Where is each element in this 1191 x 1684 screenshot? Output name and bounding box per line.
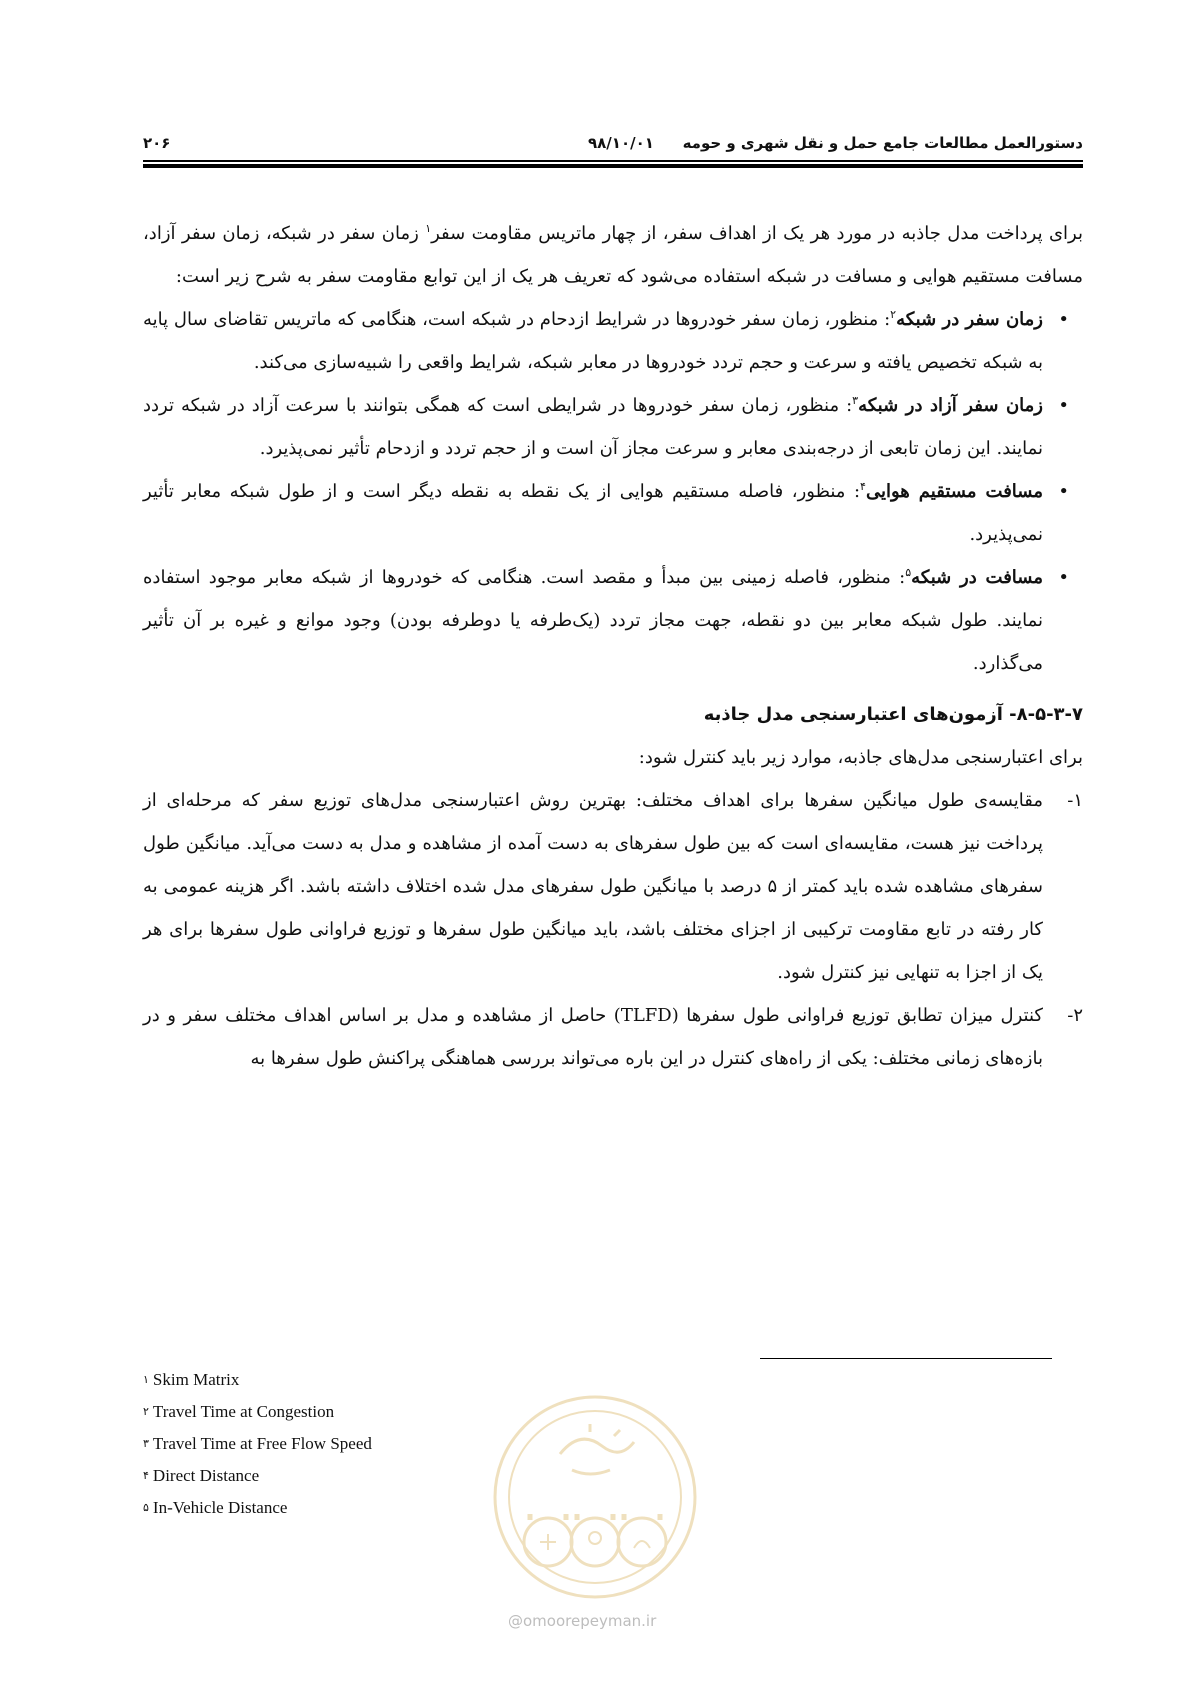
footnote-mark: ۵ — [143, 1502, 149, 1514]
footnote-text: Travel Time at Congestion — [152, 1402, 335, 1421]
page-header — [143, 128, 1083, 158]
footnote-text: Skim Matrix — [152, 1370, 240, 1389]
definition-text: : منظور، زمان سفر خودروها در شرایطی است که همگی بتوانند با سرعت آزاد در شبکه تردد نمایند. این زمان تابعی از درجه‌بندی معابر و سرعت مجاز آن است و از حجم تردد و ازدحام تأثیر نمی‌پذیرد. — [143, 395, 1043, 459]
intro-text-after: زمان سفر در شبکه، زمان سفر آزاد، مسافت مستقیم هوایی و مسافت در شبکه استفاده می‌شود که تعریف هر یک از این توابع مقاومت سفر به شرح زیر است: — [143, 223, 1083, 287]
page-number: ۲۰۶ — [143, 134, 171, 152]
list-item — [143, 470, 1083, 556]
item-text: مقایسه‌ی طول میانگین سفرها برای اهداف مختلف: بهترین روش اعتبارسنجی مدل‌های توزیع سفر که مرحله‌ای از پرداخت نیز هست، مقایسه‌ای است که بین طول سفرهای به دست آمده از مشاهده و مدل به دست می‌آید. میانگین طول سفرهای مشاهده شده باید کمتر از ۵ درصد با میانگین طول سفرهای مدل شده اختلاف داشته باشد. اگر هزینه عمومی به کار رفته در تابع مقاومت ترکیبی از اجزای مختلف باشد، باید میانگین طول سفرها و توزیع فراوانی طول سفرها برای هر یک از اجزا به تنهایی نیز کنترل شود. — [143, 790, 1044, 983]
footnote-ref[interactable]: ۴ — [860, 480, 866, 493]
list-item — [143, 779, 1083, 994]
watermark-logo-icon — [490, 1392, 700, 1602]
header-rule-thick — [143, 164, 1083, 168]
item-number: ۱- — [1067, 790, 1083, 811]
list-item — [143, 298, 1083, 384]
numbered-list — [143, 779, 1083, 1080]
footnote-text: Direct Distance — [152, 1466, 260, 1485]
definition-text: : منظور، فاصله زمینی بین مبدأ و مقصد است. هنگامی که خودروها از شبکه معابر موجود استفاده نمایند. طول شبکه معابر بین دو نقطه، جهت مجاز تردد (یک‌طرفه یا دوطرفه بودن) وجود موانع و غیره بر آن تأثیر می‌گذارد. — [143, 567, 1043, 674]
footnote-ref[interactable]: ۳ — [852, 394, 859, 407]
footnote-text: In-Vehicle Distance — [152, 1498, 288, 1517]
list-item — [143, 384, 1083, 470]
document-date: ۹۸/۱۰/۰۱ — [588, 134, 654, 152]
definition-term: زمان سفر در شبکه — [896, 309, 1043, 330]
section-lead: برای اعتبارسنجی مدل‌های جاذبه، موارد زیر باید کنترل شود: — [638, 747, 1083, 768]
definition-list — [143, 298, 1083, 685]
list-item — [143, 556, 1083, 685]
footnotes — [143, 1364, 372, 1524]
watermark-url: @omoorepeyman.ir — [508, 1612, 657, 1630]
intro-paragraph — [143, 212, 1083, 298]
footnote — [143, 1428, 372, 1460]
definition-term: مسافت مستقیم هوایی — [865, 481, 1043, 502]
footnote-mark: ۴ — [143, 1470, 149, 1482]
footnote-ref[interactable]: ۵ — [905, 566, 912, 579]
item-text: کنترل میزان تطابق توزیع فراوانی طول سفرها (TLFD) حاصل از مشاهده و مدل بر اساس اهداف مختلف سفر و در بازه‌های زمانی مختلف: یکی از راه‌های کنترل در این باره می‌تواند بررسی هماهنگی پراکنش طول سفرها به — [143, 1005, 1043, 1069]
header-rule-thin — [143, 160, 1083, 162]
footnote-mark: ۲ — [143, 1406, 149, 1418]
section-heading: ۸-۵-۳-۷- آزمون‌های اعتبارسنجی مدل جاذبه — [703, 704, 1083, 725]
definition-term: زمان سفر آزاد در شبکه — [858, 395, 1043, 416]
item-number: ۲- — [1067, 1005, 1083, 1026]
list-item — [143, 994, 1083, 1080]
footnote-mark: ۱ — [143, 1374, 149, 1386]
main-content — [143, 212, 1083, 1080]
footnote — [143, 1460, 372, 1492]
footnote-ref[interactable]: ۲ — [890, 308, 897, 321]
definition-text: : منظور، زمان سفر خودروها در شرایط ازدحام در شبکه است، هنگامی که ماتریس تقاضای سال پایه به شبکه تخصیص یافته و سرعت و حجم تردد خودروها در معابر شبکه، شرایط واقعی را شبیه‌سازی می‌کند. — [143, 309, 1043, 373]
footnote-text: Travel Time at Free Flow Speed — [152, 1434, 372, 1453]
definition-term: مسافت در شبکه — [911, 567, 1043, 588]
definition-text: : منظور، فاصله مستقیم هوایی از یک نقطه به نقطه دیگر است و از طول شبکه معابر تأثیر نمی‌پذیرد. — [143, 481, 1043, 545]
footnote — [143, 1364, 372, 1396]
footnote — [143, 1492, 372, 1524]
footnote-mark: ۳ — [143, 1438, 149, 1450]
document-title: دستورالعمل مطالعات جامع حمل و نقل شهری و حومه — [682, 134, 1083, 152]
footnote — [143, 1396, 372, 1428]
footnote-separator — [760, 1358, 1052, 1359]
intro-text-before: برای پرداخت مدل جاذبه در مورد هر یک از اهداف سفر، از چهار ماتریس مقاومت سفر — [431, 223, 1083, 244]
footnote-ref[interactable]: ۱ — [425, 222, 432, 235]
